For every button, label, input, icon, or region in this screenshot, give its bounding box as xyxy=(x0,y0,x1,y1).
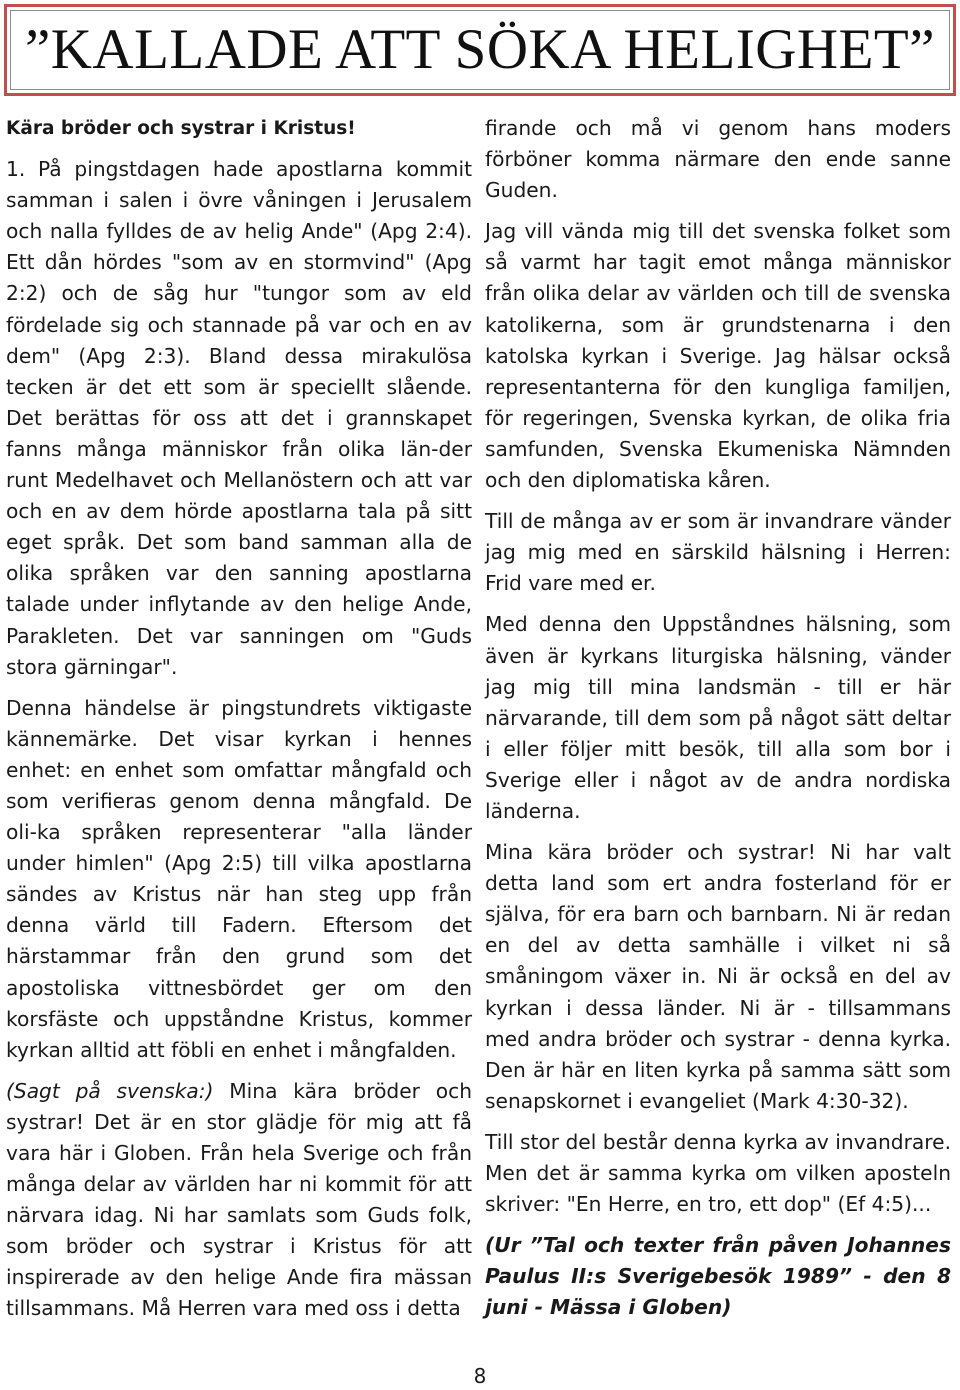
paragraph-dear-brothers: Mina kära bröder och systrar! Ni har valt detta land som ert andra fosterland för er själva, för era barn och barnbarn. Ni är redan en del av detta samhälle i vilket ni så småningom växer in. Ni är också en del av kyrkan i dessa länder. Ni är - tillsammans med andra bröder och systrar - denna kyrka. Den är här en liten kyrka på samma sätt som senapskornet i evangeliet (Mark 4:30-32). xyxy=(485,840,951,1113)
paragraph-intercession: firande och må vi genom hans moders förböner komma närmare den ende sanne Guden. xyxy=(485,116,951,203)
paragraph-swedish-greeting xyxy=(6,1076,472,1325)
left-column xyxy=(6,113,472,1335)
right-column xyxy=(485,113,951,1333)
title-banner xyxy=(4,4,956,96)
page-title: ”KALLADE ATT SÖKA HELIGHET” xyxy=(24,18,936,81)
paragraph-immigrants: Till de många av er som är invandrare vänder jag mig med en särskild hälsning i Herren: Frid vare med er. xyxy=(485,509,951,596)
paragraph-one-church: Till stor del består denna kyrka av invandrare. Men det är samma kyrka om vilken aposteln skriver: "En Herre, en tro, ett dop" (Ef 4:5)... xyxy=(485,1129,951,1217)
paragraph-swedish-people: Jag vill vända mig till det svenska folket som så varmt har tagit emot många människor från olika delar av världen och till de svenska katolikerna, som är grundstenarna i den katolska kyrkan i Sverige. Jag hälsar också representanterna för den kungliga familjen, för regeringen, Svenska kyrkan, de olika fria samfunden, Svenska Ekumeniska Nämnden och den diplomatiska kåren. xyxy=(485,219,951,493)
paragraph-pentecost: 1. På pingstdagen hade apostlarna kommit samman i salen i övre våningen i Jerusalem och nalla fylldes de av helig Ande" (Apg 2:4). Ett dån hördes "som av en stormvind" (Apg 2:2) och de såg hur "tungor som av eld fördelade sig och stannade på var och en av dem" (Apg 2:3). Bland dessa mirakulösa tecken är det ett som är speciellt slående. Det berättas för oss att det i grannskapet fanns många människor från olika län-der runt Medelhavet och Mellanöstern och att var och en av dem hörde apostlarna tala på sitt eget språk. Det som band samman alla de olika språken var den sanning apostlarna talade under inflytande av den helige Ande, Parakleten. Det var sanningen om "Guds stora gärningar". xyxy=(6,157,472,679)
paragraph-unity: Denna händelse är pingstundrets viktigaste kännemärke. Det visar kyrkan i hennes enhet: en enhet som omfattar mångfald och som verifieras genom denna mångfald. De oli-ka språken representerar "alla länder under himlen" (Apg 2:5) till vilka apostlarna sändes av Kristus när han steg upp från denna värld till Fadern. Eftersom det härstammar från den grund som det apostoliska vittnesbördet ger om den korsfäste och uppståndne Kristus, kommer kyrkan alltid att föbli en enhet i mångfalden. xyxy=(6,695,472,1062)
spoken-in-swedish-note: (Sagt på svenska:) xyxy=(6,1078,214,1103)
paragraph-greeting-countrymen: Med denna den Uppståndnes hälsning, som även är kyrkans liturgiska hälsning, vänder jag mig till mina landsmän - till er här närvarande, till dem som på något sätt deltar i eller följer mitt besök, till alla som bor i Sverige eller i något av de andra nordiska länderna. xyxy=(485,612,951,823)
salutation: Kära bröder och systrar i Kristus! xyxy=(6,118,356,139)
source-citation: (Ur ”Tal och texter från påven Johannes Paulus II:s Sverigebesök 1989” - den 8 juni - Mässa i Globen) xyxy=(485,1233,951,1320)
paragraph-swedish-greeting-text: Mina kära bröder och systrar! Det är en stor glädje för mig att få vara här i Globen. Från hela Sverige och från många delar av världen har ni kommit för att närvara idag. Ni har samlats som Guds folk, som bröder och systrar i Kristus för att inspirerade av den helige Ande fira mässan tillsammans. Må Herren vara med oss i detta xyxy=(6,1078,472,1321)
page-number: 8 xyxy=(473,1364,487,1388)
